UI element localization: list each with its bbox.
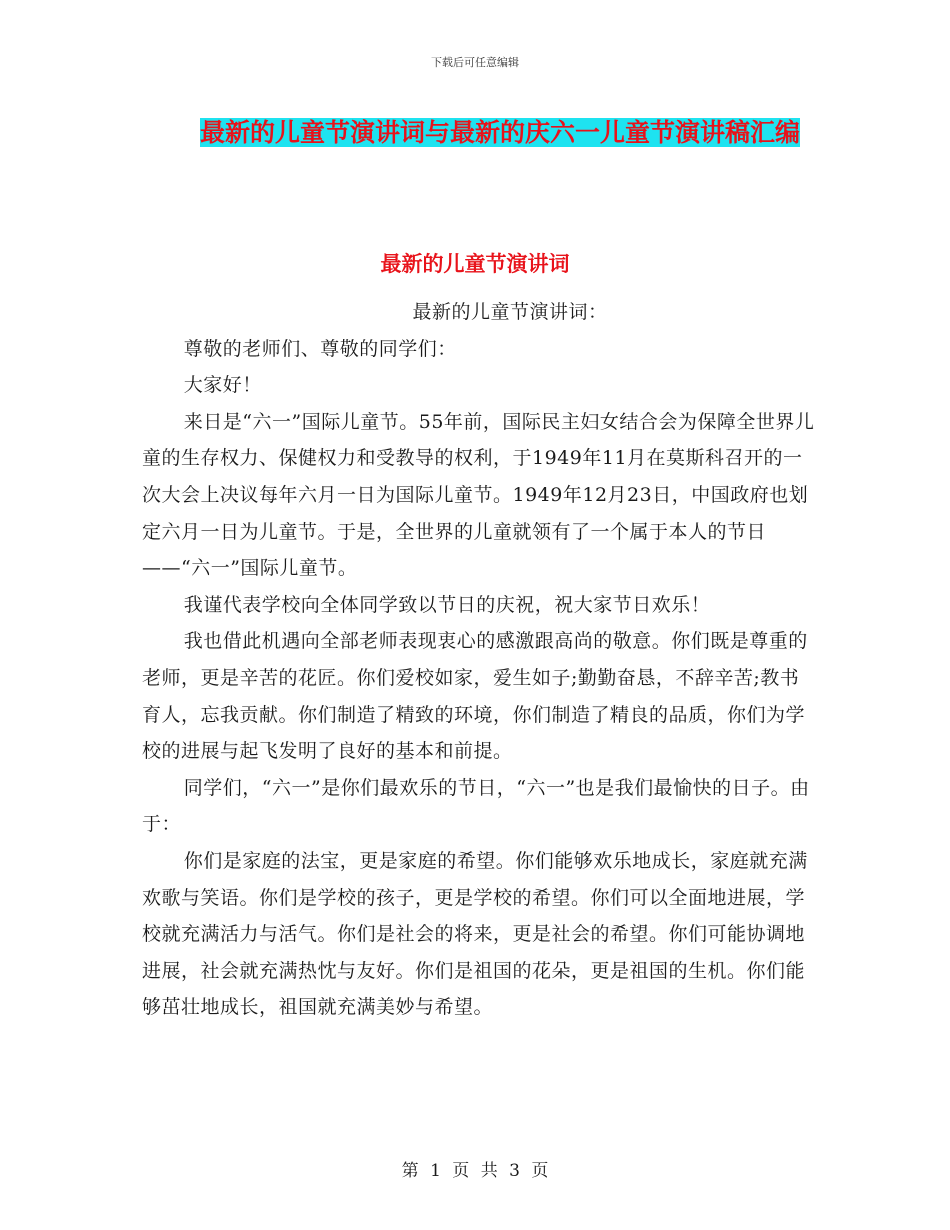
paragraph-greeting: 大家好！ bbox=[183, 374, 262, 397]
section-heading: 最新的儿童节演讲词 bbox=[380, 252, 570, 276]
paragraph: 你们是家庭的法宝，更是家庭的希望。你们能够欢乐地成长，家庭就充满欢歌与笑语。你们是学校的孩子，更是学校的希望。你们可以全面地进展，学校就充满活力与活气。你们是社会的将来，更是社会的希望。你们可能协调地进展，社会就充满热忱与友好。你们是祖国的花朵，更是祖国的生机。你们能够茁壮地成长，祖国就充满美妙与希望。 bbox=[142, 849, 808, 1019]
paragraph: 同学们，“六一”是你们最欢乐的节日，“六一”也是我们最愉快的日子。由于： bbox=[142, 776, 810, 836]
paragraph: 我谨代表学校向全体同学致以节日的庆祝，祝大家节日欢乐！ bbox=[183, 593, 711, 616]
paragraph-subtitle: 最新的儿童节演讲词： bbox=[412, 301, 608, 323]
document-body bbox=[142, 294, 818, 1026]
paragraph: 我也借此机遇向全部老师表现衷心的感激跟高尚的敬意。你们既是尊重的老师，更是辛苦的花匠。你们爱校如家，爱生如子;勤勤奋恳，不辞辛苦;教书育人，忘我贡献。你们制造了精致的环境，你们制造了精良的品质，你们为学校的进展与起飞发明了良好的基本和前提。 bbox=[142, 630, 808, 763]
paragraph-salutation: 尊敬的老师们、尊敬的同学们： bbox=[183, 337, 457, 360]
document-title bbox=[190, 108, 810, 158]
header-note: 下载后可任意编辑 bbox=[431, 56, 519, 69]
page-number: 第 1 页 共 3 页 bbox=[401, 1161, 549, 1181]
document-title-text: 最新的儿童节演讲词与最新的庆六一儿童节演讲稿汇编 bbox=[199, 118, 800, 147]
paragraph: 来日是“六一”国际儿童节。55年前，国际民主妇女结合会为保障全世界儿童的生存权力、保健权力和受教导的权利，于1949年11月在莫斯科召开的一次大会上决议每年六月一日为国际儿童节。1949年12月23日，中国政府也划定六月一日为儿童节。于是，全世界的儿童就领有了一个属于本人的节日——“六一”国际儿童节。 bbox=[142, 410, 815, 580]
